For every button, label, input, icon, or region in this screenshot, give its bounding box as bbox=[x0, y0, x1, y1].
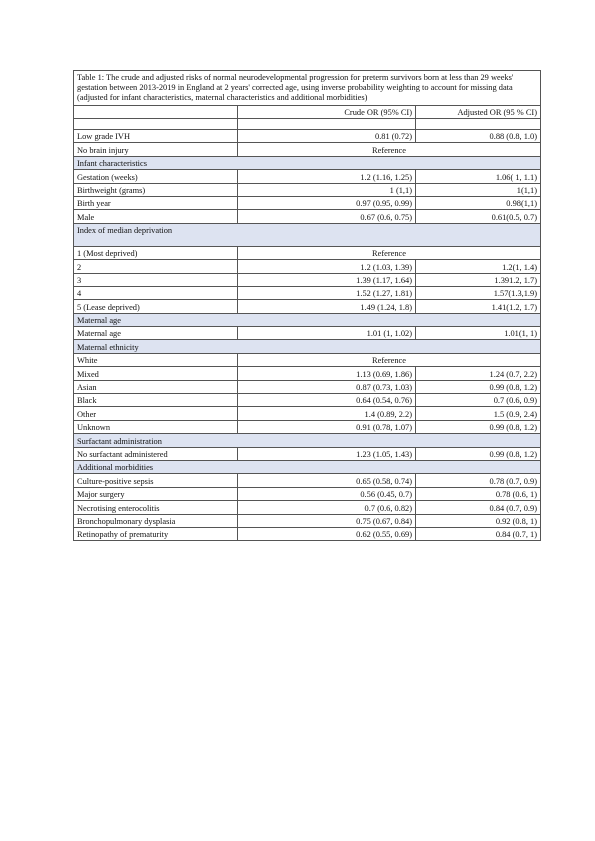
crude-or-cell: 0.75 (0.67, 0.84) bbox=[238, 514, 416, 527]
table-row bbox=[74, 514, 541, 527]
section-header-row bbox=[74, 340, 541, 353]
section-header-label: Surfactant administration bbox=[74, 434, 541, 447]
reference-cell: Reference bbox=[238, 143, 541, 156]
section-header-row bbox=[74, 313, 541, 326]
adjusted-or-cell: 1.57(1.3,1.9) bbox=[416, 286, 541, 299]
reference-cell: Reference bbox=[238, 353, 541, 366]
row-label: Necrotising enterocolitis bbox=[74, 501, 238, 514]
section-header-row bbox=[74, 223, 541, 246]
table-row bbox=[74, 246, 541, 259]
row-label: 3 bbox=[74, 273, 238, 286]
section-header-row bbox=[74, 434, 541, 447]
table-row bbox=[74, 501, 541, 514]
section-header-label: Infant characteristics bbox=[74, 156, 541, 169]
crude-or-cell: 0.65 (0.58, 0.74) bbox=[238, 474, 416, 487]
adjusted-or-cell: 1.391.2, 1.7) bbox=[416, 273, 541, 286]
adjusted-or-cell: 0.88 (0.8, 1.0) bbox=[416, 130, 541, 143]
row-label: Unknown bbox=[74, 420, 238, 433]
adjusted-or-cell: 1.06( 1, 1.1) bbox=[416, 170, 541, 183]
table-row bbox=[74, 130, 541, 143]
adjusted-or-cell: 0.99 (0.8, 1.2) bbox=[416, 380, 541, 393]
adjusted-or-cell: 1.01(1, 1) bbox=[416, 327, 541, 340]
crude-or-cell: 0.62 (0.55, 0.69) bbox=[238, 527, 416, 540]
crude-or-cell: 0.7 (0.6, 0.82) bbox=[238, 501, 416, 514]
row-label: Birthweight (grams) bbox=[74, 183, 238, 196]
row-label: 1 (Most deprived) bbox=[74, 246, 238, 259]
crude-or-cell: 1.52 (1.27, 1.81) bbox=[238, 286, 416, 299]
section-header-label: Maternal age bbox=[74, 313, 541, 326]
table-row bbox=[74, 210, 541, 223]
table-row bbox=[74, 183, 541, 196]
row-label: Maternal age bbox=[74, 327, 238, 340]
header-blank-cell bbox=[74, 105, 238, 118]
adjusted-or-cell: 1(1,1) bbox=[416, 183, 541, 196]
adjusted-or-cell: 0.84 (0.7, 0.9) bbox=[416, 501, 541, 514]
section-header-row bbox=[74, 460, 541, 473]
table-row bbox=[74, 367, 541, 380]
table-header-row bbox=[74, 105, 541, 118]
table-row bbox=[74, 143, 541, 156]
table-caption: Table 1: The crude and adjusted risks of normal neurodevelopmental progression for preterm survivors born at less than 29 weeks' gestation between 2013-2019 in England at 2 years' corrected age, using inverse probability weighting to account for missing data (adjusted for infant characteristics, maternal characteristics and additional morbidities) bbox=[74, 71, 541, 106]
adjusted-or-cell: 0.84 (0.7, 1) bbox=[416, 527, 541, 540]
crude-or-cell: 1.2 (1.16, 1.25) bbox=[238, 170, 416, 183]
crude-or-cell: 1.2 (1.03, 1.39) bbox=[238, 260, 416, 273]
crude-or-cell: 1.13 (0.69, 1.86) bbox=[238, 367, 416, 380]
crude-or-cell: 1.01 (1, 1.02) bbox=[238, 327, 416, 340]
table-row bbox=[74, 487, 541, 500]
adjusted-or-cell: 0.61(0.5, 0.7) bbox=[416, 210, 541, 223]
table-row bbox=[74, 394, 541, 407]
table-row bbox=[74, 260, 541, 273]
adjusted-or-cell: 1.41(1.2, 1.7) bbox=[416, 300, 541, 313]
adjusted-or-cell: 0.98(1,1) bbox=[416, 196, 541, 209]
crude-or-cell: 0.97 (0.95, 0.99) bbox=[238, 196, 416, 209]
adjusted-or-cell: 1.24 (0.7, 2.2) bbox=[416, 367, 541, 380]
row-label: Mixed bbox=[74, 367, 238, 380]
row-label: Major surgery bbox=[74, 487, 238, 500]
row-label: Other bbox=[74, 407, 238, 420]
results-table-body bbox=[74, 71, 541, 541]
adjusted-or-cell: 0.78 (0.6, 1) bbox=[416, 487, 541, 500]
crude-or-cell: 1 (1,1) bbox=[238, 183, 416, 196]
header-adjusted-or: Adjusted OR (95 % CI) bbox=[416, 105, 541, 118]
adjusted-or-cell: 1.2(1, 1.4) bbox=[416, 260, 541, 273]
row-label: 5 (Lease deprived) bbox=[74, 300, 238, 313]
row-label: Male bbox=[74, 210, 238, 223]
adjusted-or-cell: 0.99 (0.8, 1.2) bbox=[416, 447, 541, 460]
adjusted-or-cell: 0.99 (0.8, 1.2) bbox=[416, 420, 541, 433]
crude-or-cell: 1.23 (1.05, 1.43) bbox=[238, 447, 416, 460]
table-row bbox=[74, 273, 541, 286]
crude-or-cell: 1.4 (0.89, 2.2) bbox=[238, 407, 416, 420]
table-row bbox=[74, 286, 541, 299]
spacer-cell bbox=[416, 119, 541, 130]
crude-or-cell: 0.87 (0.73, 1.03) bbox=[238, 380, 416, 393]
section-header-row bbox=[74, 156, 541, 169]
row-label: Low grade IVH bbox=[74, 130, 238, 143]
spacer-cell bbox=[238, 119, 416, 130]
table-row bbox=[74, 380, 541, 393]
row-label: 2 bbox=[74, 260, 238, 273]
row-label: Culture-positive sepsis bbox=[74, 474, 238, 487]
crude-or-cell: 0.56 (0.45, 0.7) bbox=[238, 487, 416, 500]
crude-or-cell: 1.39 (1.17, 1.64) bbox=[238, 273, 416, 286]
table-row bbox=[74, 447, 541, 460]
spacer-cell bbox=[74, 119, 238, 130]
crude-or-cell: 0.64 (0.54, 0.76) bbox=[238, 394, 416, 407]
crude-or-cell: 0.67 (0.6, 0.75) bbox=[238, 210, 416, 223]
row-label: Asian bbox=[74, 380, 238, 393]
header-crude-or: Crude OR (95% CI) bbox=[238, 105, 416, 118]
table-row bbox=[74, 407, 541, 420]
table-row bbox=[74, 353, 541, 366]
table-row bbox=[74, 300, 541, 313]
table-row-spacer bbox=[74, 119, 541, 130]
row-label: White bbox=[74, 353, 238, 366]
row-label: Gestation (weeks) bbox=[74, 170, 238, 183]
adjusted-or-cell: 1.5 (0.9, 2.4) bbox=[416, 407, 541, 420]
reference-cell: Reference bbox=[238, 246, 541, 259]
section-header-label: Maternal ethnicity bbox=[74, 340, 541, 353]
table-caption-row bbox=[74, 71, 541, 106]
row-label: Birth year bbox=[74, 196, 238, 209]
table-row bbox=[74, 420, 541, 433]
adjusted-or-cell: 0.7 (0.6, 0.9) bbox=[416, 394, 541, 407]
crude-or-cell: 1.49 (1.24, 1.8) bbox=[238, 300, 416, 313]
results-table bbox=[73, 70, 541, 541]
table-row bbox=[74, 170, 541, 183]
crude-or-cell: 0.81 (0.72) bbox=[238, 130, 416, 143]
crude-or-cell: 0.91 (0.78, 1.07) bbox=[238, 420, 416, 433]
row-label: 4 bbox=[74, 286, 238, 299]
adjusted-or-cell: 0.92 (0.8, 1) bbox=[416, 514, 541, 527]
table-row bbox=[74, 327, 541, 340]
table-row bbox=[74, 474, 541, 487]
table-row bbox=[74, 196, 541, 209]
adjusted-or-cell: 0.78 (0.7, 0.9) bbox=[416, 474, 541, 487]
row-label: Black bbox=[74, 394, 238, 407]
row-label: Bronchopulmonary dysplasia bbox=[74, 514, 238, 527]
row-label: No brain injury bbox=[74, 143, 238, 156]
section-header-label: Additional morbidities bbox=[74, 460, 541, 473]
table-row bbox=[74, 527, 541, 540]
row-label: No surfactant administered bbox=[74, 447, 238, 460]
row-label: Retinopathy of prematurity bbox=[74, 527, 238, 540]
section-header-label: Index of median deprivation bbox=[74, 223, 541, 246]
